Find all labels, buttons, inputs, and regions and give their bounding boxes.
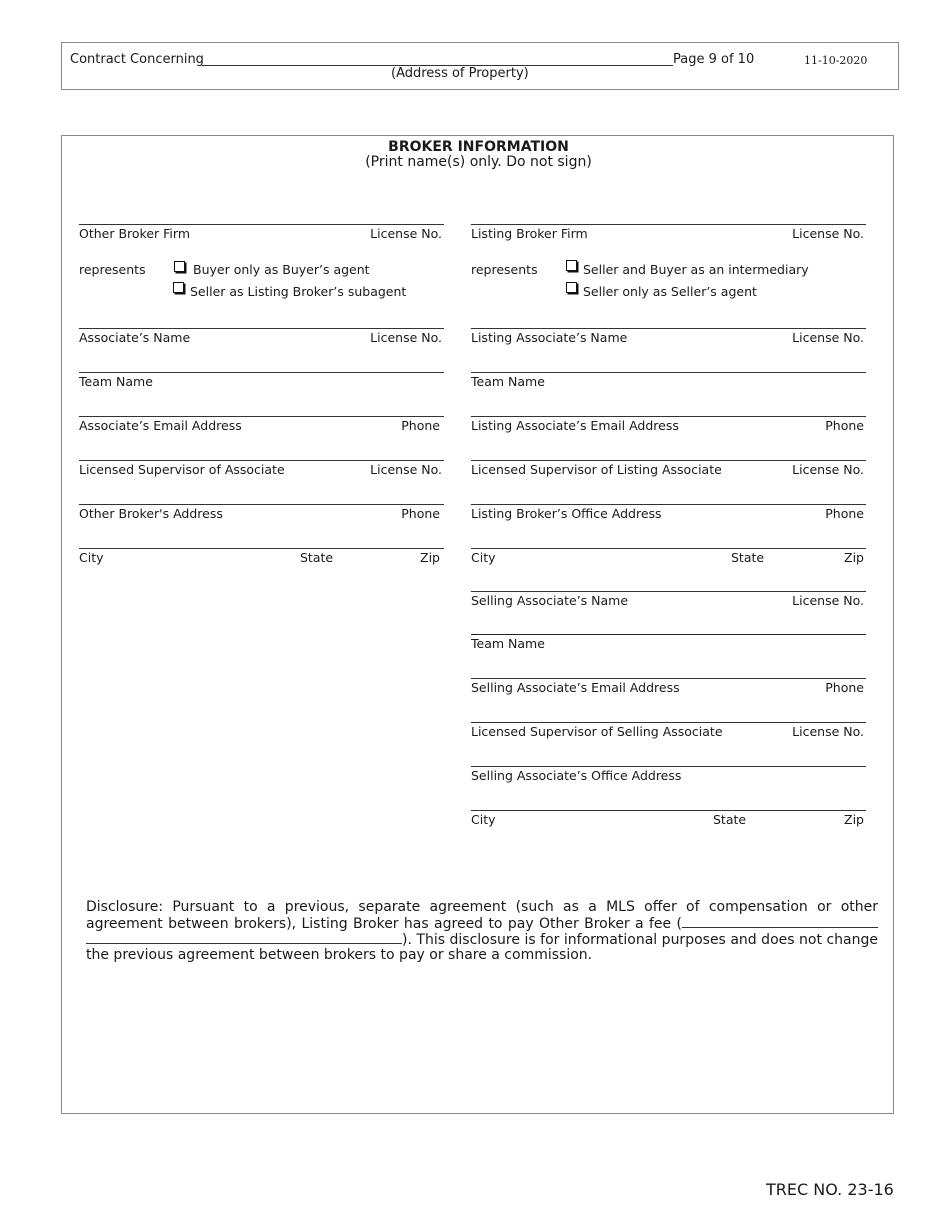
field-label: Associate’s Name <box>79 330 191 345</box>
field-label: Team Name <box>471 636 545 651</box>
associate-email-field[interactable] <box>79 416 444 436</box>
field-label: Phone <box>825 418 864 433</box>
field-label: Selling Associate’s Email Address <box>471 680 680 695</box>
disclosure-paragraph <box>86 900 878 962</box>
selling-associate-office-address-field[interactable] <box>471 766 866 786</box>
section-subtitle: (Print name(s) only. Do not sign) <box>365 154 592 170</box>
field-label: Zip <box>844 812 864 827</box>
field-label: State <box>713 812 747 827</box>
field-label: Phone <box>825 506 864 521</box>
team-name-field[interactable] <box>79 372 444 392</box>
field-label: Team Name <box>79 374 153 389</box>
field-label: License No. <box>792 226 864 241</box>
field-label: Associate’s Email Address <box>79 418 242 433</box>
field-label: License No. <box>792 330 864 345</box>
contract-header <box>61 42 899 90</box>
checkbox-label: Seller as Listing Broker’s subagent <box>190 284 407 299</box>
field-label: Team Name <box>471 374 545 389</box>
section-title: BROKER INFORMATION <box>388 139 569 155</box>
contract-concerning-label: Contract Concerning <box>70 52 204 67</box>
field-label: Listing Associate’s Email Address <box>471 418 679 433</box>
field-label: License No. <box>370 330 442 345</box>
listing-associate-name-field[interactable] <box>471 328 866 348</box>
field-label: State <box>300 550 334 565</box>
associate-name-field[interactable] <box>79 328 444 348</box>
field-label: Licensed Supervisor of Associate <box>79 462 285 477</box>
field-label: City <box>471 550 496 565</box>
field-label: Licensed Supervisor of Listing Associate <box>471 462 722 477</box>
field-label: Zip <box>844 550 864 565</box>
listing-city-state-zip-field[interactable] <box>471 548 866 568</box>
trec-form-number: TREC NO. 23-16 <box>766 1180 894 1199</box>
field-label: License No. <box>792 593 864 608</box>
form-date: 11-10-2020 <box>804 54 868 67</box>
other-broker-address-field[interactable] <box>79 504 444 524</box>
broker-information-section <box>61 135 894 1114</box>
selling-associate-email-field[interactable] <box>471 678 866 698</box>
field-label: Phone <box>825 680 864 695</box>
listing-broker-office-address-field[interactable] <box>471 504 866 524</box>
listing-associate-email-field[interactable] <box>471 416 866 436</box>
field-label: License No. <box>792 724 864 739</box>
field-label: Listing Associate’s Name <box>471 330 628 345</box>
other-broker-firm-field[interactable] <box>79 224 444 244</box>
field-label: License No. <box>370 462 442 477</box>
fee-blank-field-continued[interactable] <box>86 931 402 944</box>
address-of-property-label: (Address of Property) <box>391 66 529 81</box>
supervisor-field[interactable] <box>79 460 444 480</box>
field-label: Zip <box>420 550 440 565</box>
intermediary-checkbox[interactable] <box>566 260 577 271</box>
listing-broker-firm-field[interactable] <box>471 224 866 244</box>
represents-label: represents <box>79 262 146 277</box>
disclosure-text: ). This disclosure is for informational purposes and does not change the previous agreement between brokers to pay or share a commission. <box>86 932 878 963</box>
seller-subagent-checkbox[interactable] <box>173 282 184 293</box>
field-label: Other Broker Firm <box>79 226 190 241</box>
field-label: License No. <box>792 462 864 477</box>
field-label: City <box>471 812 496 827</box>
seller-agent-checkbox[interactable] <box>566 282 577 293</box>
field-label: License No. <box>370 226 442 241</box>
selling-team-name-field[interactable] <box>471 634 866 654</box>
field-label: City <box>79 550 104 565</box>
page-number: Page 9 of 10 <box>673 52 755 67</box>
selling-associate-name-field[interactable] <box>471 591 866 611</box>
field-label: Phone <box>401 506 440 521</box>
selling-supervisor-field[interactable] <box>471 722 866 742</box>
field-label: State <box>731 550 765 565</box>
listing-team-name-field[interactable] <box>471 372 866 392</box>
checkbox-label: Seller and Buyer as an intermediary <box>583 262 809 277</box>
checkbox-label: Buyer only as Buyer’s agent <box>193 262 370 277</box>
field-label: Selling Associate’s Office Address <box>471 768 682 783</box>
buyer-only-checkbox[interactable] <box>174 261 185 272</box>
city-state-zip-field[interactable] <box>79 548 444 568</box>
field-label: Listing Broker Firm <box>471 226 588 241</box>
checkbox-label: Seller only as Seller’s agent <box>583 284 757 299</box>
field-label: Phone <box>401 418 440 433</box>
represents-label: represents <box>471 262 538 277</box>
disclosure-text: Disclosure: Pursuant to a previous, separate agreement (such as a MLS offer of compensation or other agreement between brokers), Listing Broker has agreed to pay Other Broker a fee ( <box>86 899 878 932</box>
field-label: Licensed Supervisor of Selling Associate <box>471 724 723 739</box>
field-label: Listing Broker’s Office Address <box>471 506 662 521</box>
field-label: Selling Associate’s Name <box>471 593 629 608</box>
field-label: Other Broker's Address <box>79 506 223 521</box>
selling-city-state-zip-field[interactable] <box>471 810 866 830</box>
listing-supervisor-field[interactable] <box>471 460 866 480</box>
fee-blank-field[interactable] <box>682 915 878 928</box>
